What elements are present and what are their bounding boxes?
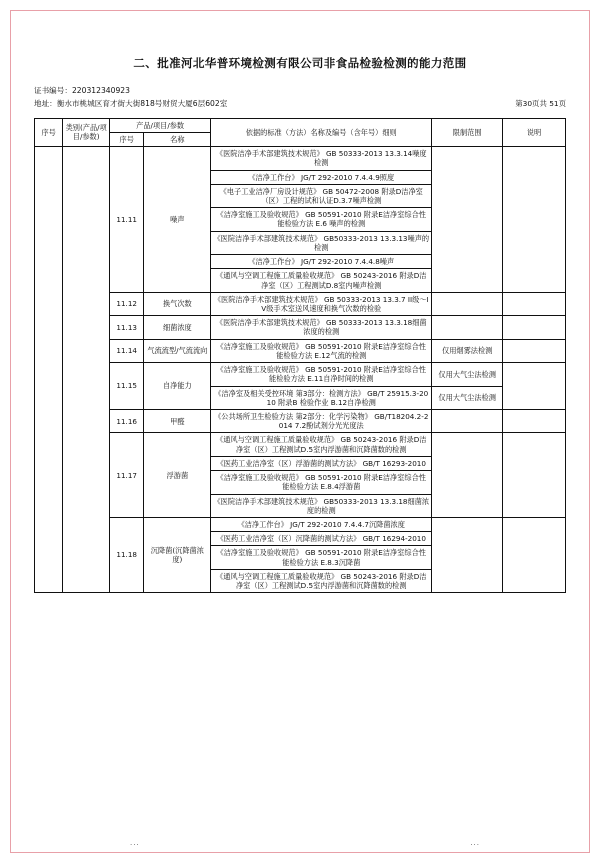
cell-seq-no — [35, 147, 63, 593]
cell-note — [503, 363, 566, 410]
cell-standard: 《通风与空调工程施工质量验收规范》 GB 50243-2016 附录D洁净室（区）工程测试D.8室内噪声检测 — [211, 269, 432, 292]
cell-standard: 《洁净工作台》 JG/T 292-2010 7.4.4.7沉降菌浓度 — [211, 517, 432, 531]
header-limit: 限制范围 — [432, 118, 503, 146]
cell-limit: 仅用大气尘法检测 — [432, 363, 503, 386]
cell-sub-name: 换气次数 — [144, 292, 211, 315]
cell-limit — [432, 292, 503, 315]
cell-limit — [432, 147, 503, 293]
table-row — [35, 409, 566, 432]
cell-limit — [432, 517, 503, 592]
cell-sub-name: 甲醛 — [144, 409, 211, 432]
cell-standard: 《通风与空调工程施工质量验收规范》 GB 50243-2016 附录D洁净室（区）工程测试D.5室内浮游菌和沉降菌数的检测 — [211, 569, 432, 592]
cell-standard: 《洁净室施工及验收规范》 GB 50591-2010 附录E洁净室综合性能检验方法 E.8.3沉降菌 — [211, 546, 432, 569]
cell-sub-no: 11.17 — [109, 433, 143, 518]
table-row — [35, 517, 566, 531]
footer-left-mark: ··· — [130, 841, 140, 849]
address-text: 地址：衡水市桃城区育才街大街818号财贸大厦6层602室 — [34, 99, 228, 109]
header-standard: 依据的标准（方法）名称及编号（含年号）细则 — [211, 118, 432, 146]
table-row — [35, 339, 566, 362]
cell-limit — [432, 316, 503, 339]
cell-sub-no: 11.11 — [109, 147, 143, 293]
cell-sub-no: 11.13 — [109, 316, 143, 339]
cert-number-line — [34, 85, 566, 96]
cell-sub-name: 自净能力 — [144, 363, 211, 410]
table-row — [35, 292, 566, 315]
table-header-row — [35, 118, 566, 132]
header-sub-no: 序号 — [109, 132, 143, 146]
cell-note — [503, 433, 566, 518]
cell-limit: 仅用大气尘法检测 — [432, 386, 503, 409]
cell-standard: 《医院洁净手术部建筑技术规范》 GB50333-2013 13.3.13噪声的检测 — [211, 231, 432, 254]
cell-limit: 仅用烟雾法检测 — [432, 339, 503, 362]
cell-sub-no: 11.15 — [109, 363, 143, 410]
cell-sub-name: 气流流型/气流流向 — [144, 339, 211, 362]
cell-sub-no: 11.12 — [109, 292, 143, 315]
cell-standard: 《医院洁净手术部建筑技术规范》 GB 50333-2013 13.3.18细菌浓度的检测 — [211, 316, 432, 339]
address-line — [34, 98, 566, 109]
cell-standard: 《洁净工作台》 JG/T 292-2010 7.4.4.8噪声 — [211, 255, 432, 269]
cell-sub-no: 11.18 — [109, 517, 143, 592]
cell-sub-name: 细菌浓度 — [144, 316, 211, 339]
header-category: 类别(产品/项目/参数) — [63, 118, 110, 146]
table-row — [35, 316, 566, 339]
page-content — [34, 56, 566, 593]
page-indicator: 第30页共 51页 — [515, 99, 566, 109]
table-row — [35, 433, 566, 456]
cell-standard: 《医院洁净手术部建筑技术规范》 GB 50333-2013 13.3.7 II级～IV级手术室送风速度和换气次数的检验 — [211, 292, 432, 315]
cell-note — [503, 517, 566, 592]
cell-limit — [432, 433, 503, 518]
cell-standard: 《洁净室施工及验收规范》 GB 50591-2010 附录E洁净室综合性能检验方法 E.12气流的检测 — [211, 339, 432, 362]
table-row — [35, 363, 566, 386]
cell-standard: 《洁净室施工及验收规范》 GB 50591-2010 附录E洁净室综合性能检验方法 E.6 噪声的检测 — [211, 208, 432, 231]
cell-standard: 《电子工业洁净厂房设计规范》 GB 50472-2008 附录D洁净室（区）工程的试和认证D.3.7噪声检测 — [211, 184, 432, 207]
header-sub-name: 名称 — [144, 132, 211, 146]
cell-standard: 《医药工业洁净室（区）浮游菌的测试方法》 GB/T 16293-2010 — [211, 456, 432, 470]
capability-scope-table — [34, 118, 566, 594]
cell-standard: 《洁净工作台》 JG/T 292-2010 7.4.4.9照度 — [211, 170, 432, 184]
cell-note — [503, 316, 566, 339]
cert-number: 证书编号：220312340923 — [34, 85, 130, 95]
table-body — [35, 147, 566, 593]
cell-standard: 《通风与空调工程施工质量验收规范》 GB 50243-2016 附录D洁净室（区）工程测试D.5室内浮游菌和沉降菌数的检测 — [211, 433, 432, 456]
cell-note — [503, 409, 566, 432]
footer-right-mark: ··· — [470, 841, 480, 849]
cell-sub-name: 浮游菌 — [144, 433, 211, 518]
table-row — [35, 147, 566, 170]
cell-note — [503, 292, 566, 315]
page-title: 二、批准河北华普环境检测有限公司非食品检验检测的能力范围 — [133, 56, 467, 70]
header-seq-no: 序号 — [35, 118, 63, 146]
header-note: 说明 — [503, 118, 566, 146]
cell-standard: 《洁净室施工及验收规范》 GB 50591-2010 附录E洁净室综合性能检验方法 E.8.4浮游菌 — [211, 471, 432, 494]
cell-sub-no: 11.16 — [109, 409, 143, 432]
cell-sub-no: 11.14 — [109, 339, 143, 362]
cell-standard: 《医院洁净手术部建筑技术规范》 GB50333-2013 13.3.18细菌浓度的检测 — [211, 494, 432, 517]
cell-standard: 《洁净室及相关受控环境 第3部分：检测方法》 GB/T 25915.3-2010 附录B 检验作业 B.12自净检测 — [211, 386, 432, 409]
cell-standard: 《医药工业洁净室（区）沉降菌的测试方法》 GB/T 16294-2010 — [211, 532, 432, 546]
cell-standard: 《公共场所卫生检验方法 第2部分：化学污染物》 GB/T18204.2-2014 7.2酚试剂分光光度法 — [211, 409, 432, 432]
cell-sub-name: 沉降菌(沉降菌浓度) — [144, 517, 211, 592]
cell-note — [503, 339, 566, 362]
cell-note — [503, 147, 566, 293]
header-product-group: 产品/项目/参数 — [109, 118, 210, 132]
cell-standard: 《医院洁净手术部建筑技术规范》 GB 50333-2013 13.3.14噪度检测 — [211, 147, 432, 170]
cell-standard: 《洁净室施工及验收规范》 GB 50591-2010 附录E洁净室综合性能检验方法 E.11自净时间的检测 — [211, 363, 432, 386]
cell-category — [63, 147, 110, 593]
cell-sub-name: 噪声 — [144, 147, 211, 293]
cell-limit — [432, 409, 503, 432]
